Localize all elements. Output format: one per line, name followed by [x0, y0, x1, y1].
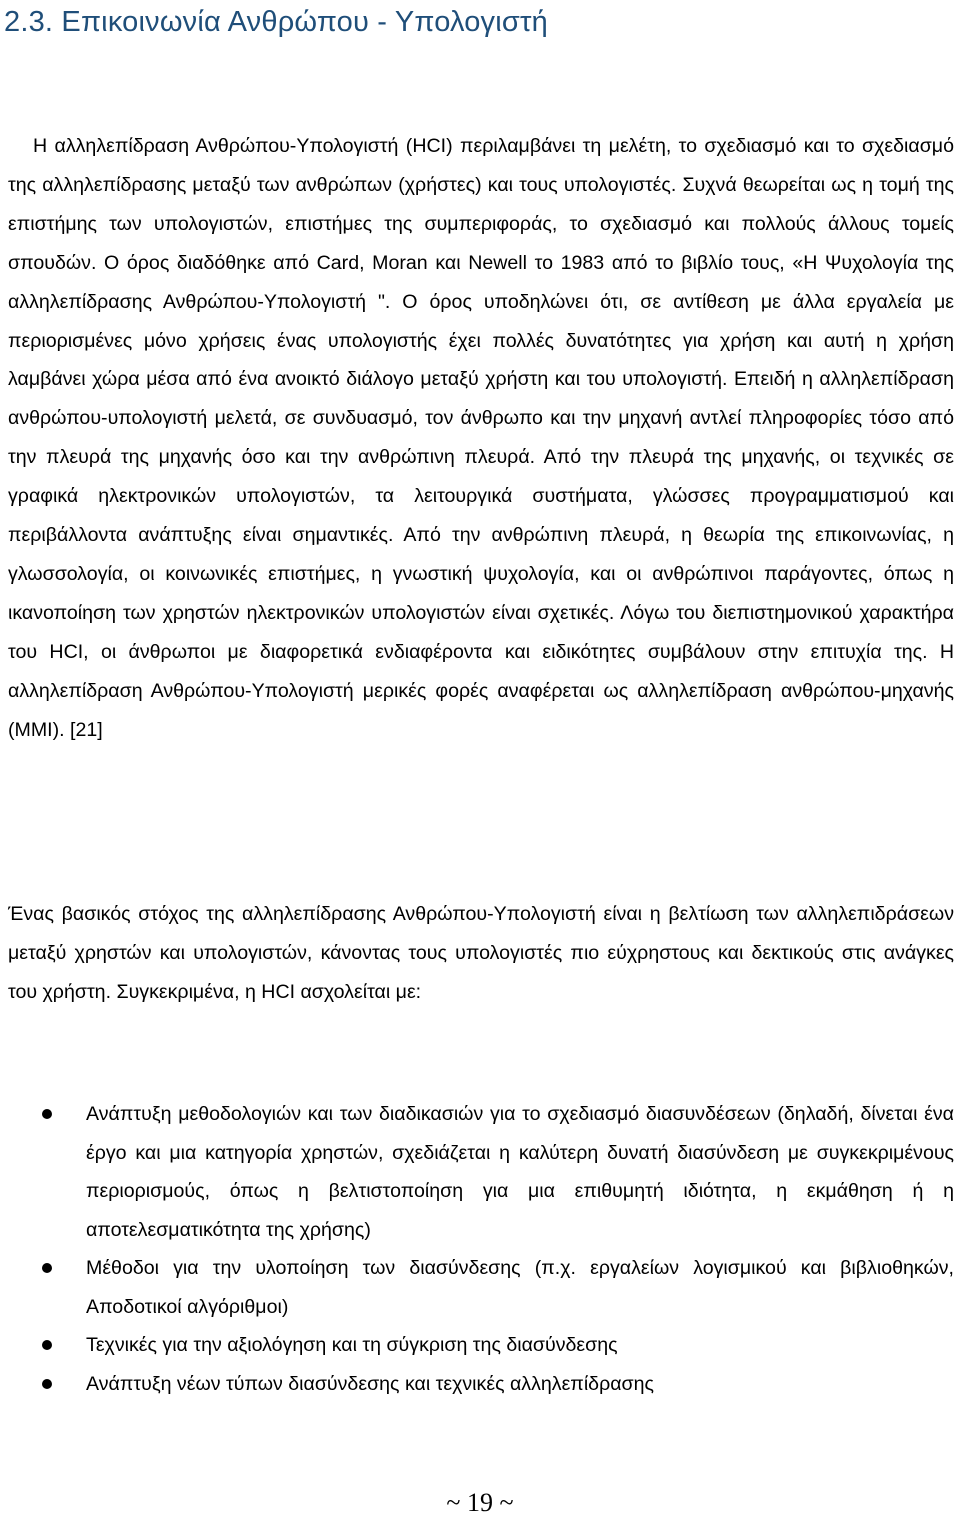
paragraph-hci-definition: Η αλληλεπίδραση Ανθρώπου-Υπολογιστή (HCI) περιλαμβάνει τη μελέτη, το σχεδιασμό και το σχεδιασμό της αλληλεπίδρασης μεταξύ των ανθρώπων (χρήστες) και τους υπολογιστές. Συχνά θεωρείται ως η τομή της επιστήμης των υπολογιστών, επιστήμες της συμπεριφοράς, το σχεδιασμό και πολλούς άλλους τομείς σπουδών. Ο όρος διαδόθηκε από Card, Moran και Newell το 1983 από το βιβλίο τους, «Η Ψυχολογία της αλληλεπίδρασης Ανθρώπου-Υπολογιστή ". Ο όρος υποδηλώνει ότι, σε αντίθεση με άλλα εργαλεία με περιορισμένες μόνο χρήσεις ένας υπολογιστής έχει πολλές δυνατότητες για χρήση και αυτή η χρήση λαμβάνει χώρα μέσα από ένα ανοικτό διάλογο μεταξύ χρήστη και του υπολογιστή. Επειδή η αλληλεπίδραση ανθρώπου-υπολογιστή μελετά, σε συνδυασμό, τον άνθρωπο και την μηχανή αντλεί πληροφορίες τόσο από την πλευρά της μηχανής όσο και την ανθρώπινη πλευρά. Από την πλευρά της μηχανής, οι τεχνικές σε γραφικά ηλεκτρονικών υπολογιστών, τα λειτουργικά συστήματα, γλώσσες προγραμματισμού και περιβάλλοντα ανάπτυξης είναι σημαντικές. Από την ανθρώπινη πλευρά, η θεωρία της επικοινωνίας, η γλωσσολογία, οι κοινωνικές επιστήμες, η γνωστική ψυχολογία, και οι ανθρώπινοι παράγοντες, όπως η ικανοποίηση των χρηστών ηλεκτρονικών υπολογιστών είναι σχετικές. Λόγω του διεπιστημονικού χαρακτήρα του HCI, οι άνθρωποι με διαφορετικά ενδιαφέροντα και ειδικότητες συμβάλουν στην επιτυχία της. Η αλληλεπίδραση Ανθρώπου-Υπολογιστή μερικές φορές αναφέρεται ως αλληλεπίδραση ανθρώπου-μηχανής (MMI). [21] [8, 135, 954, 741]
paragraph-hci-goal: Ένας βασικός στόχος της αλληλεπίδρασης Ανθρώπου-Υπολογιστή είναι η βελτίωση των αλληλεπιδράσεων μεταξύ χρηστών και υπολογιστών, κάνοντας τους υπολογιστές πιο εύχρηστους και δεκτικούς στις ανάγκες του χρήστη. Συγκεκριμένα, η HCI ασχολείται με: [8, 903, 954, 1003]
page-number: ~ 19 ~ [446, 1488, 514, 1517]
list-item-text: Ανάπτυξη νέων τύπων διασύνδεσης και τεχνικές αλληλεπίδρασης [86, 1372, 654, 1395]
bullet-icon [42, 1340, 52, 1350]
bullet-icon [42, 1263, 52, 1273]
list-item [0, 1249, 954, 1326]
list-item-text: Μέθοδοι για την υλοποίηση των διασύνδεσης (π.χ. εργαλείων λογισμικού και βιβλιοθηκών, Αποδοτικοί αλγόριθμοι) [86, 1257, 954, 1318]
section-heading: 2.3. Επικοινωνία Ανθρώπου - Υπολογιστή [4, 6, 548, 38]
bullet-icon [42, 1379, 52, 1389]
bullet-icon [42, 1109, 52, 1119]
list-item [0, 1095, 954, 1249]
bullet-list [0, 1095, 960, 1403]
list-item-text: Ανάπτυξη μεθοδολογιών και των διαδικασιών για το σχεδιασμό διασυνδέσεων (δηλαδή, δίνεται ένα έργο και μια κατηγορία χρηστών, σχεδιάζεται η καλύτερη δυνατή διασύνδεση με συγκεκριμένους περιορισμούς, όπως η βελτιστοποίηση για μια επιθυμητή ιδιότητα, η εκμάθηση ή η αποτελεσματικότητα της χρήσης) [86, 1103, 954, 1241]
list-item-text: Τεχνικές για την αξιολόγηση και τη σύγκριση της διασύνδεσης [86, 1334, 618, 1356]
list-item [0, 1326, 954, 1365]
list-item [0, 1365, 954, 1404]
